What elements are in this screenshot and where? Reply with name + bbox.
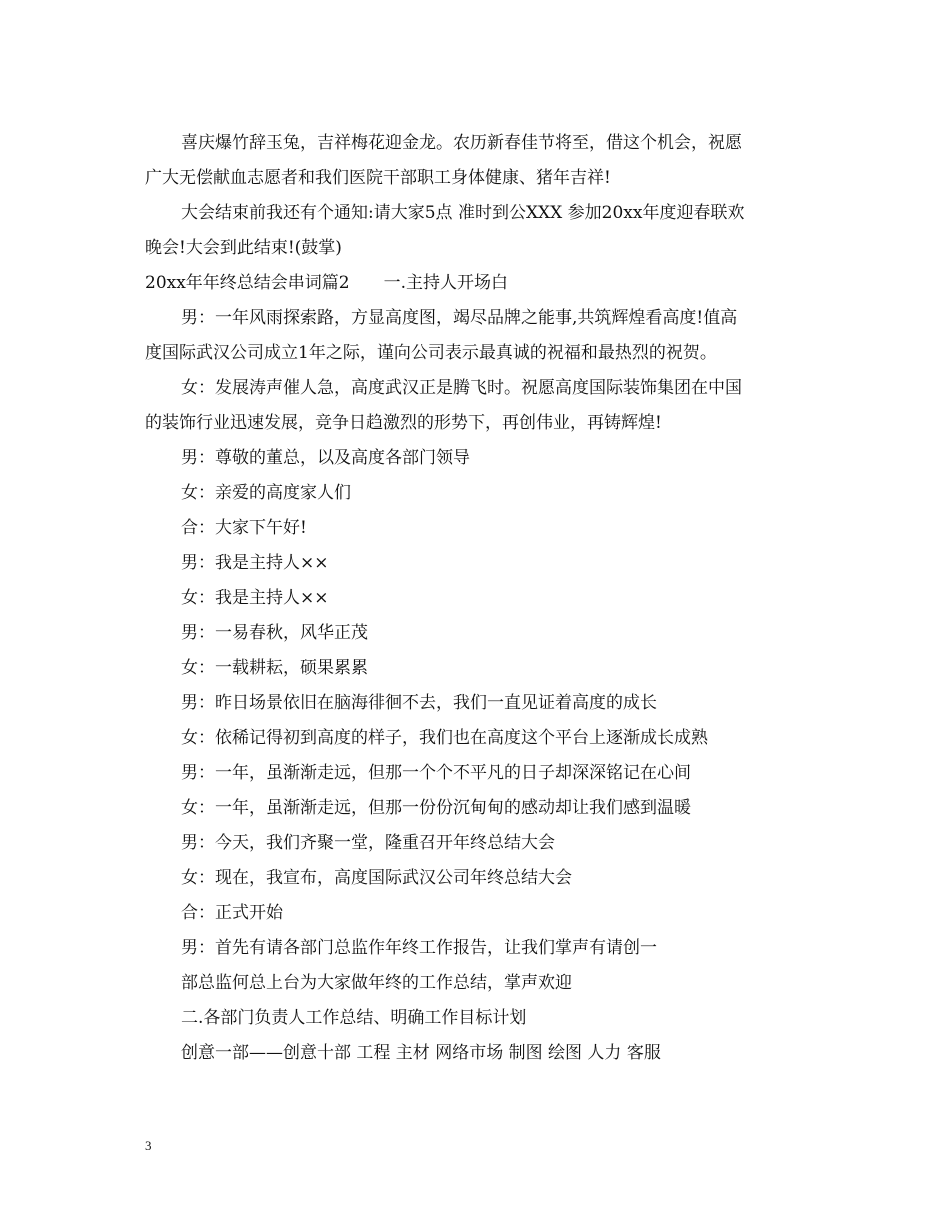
paragraph-line: 男：一年风雨探索路，方显高度图，竭尽品牌之能事,共筑辉煌看高度!值高 — [181, 308, 738, 328]
dialogue-line: 男：首先有请各部门总监作年终工作报告，让我们掌声有请创一 — [181, 938, 657, 958]
dialogue-line: 男：一年，虽渐渐走远，但那一个个不平凡的日子却深深铭记在心间 — [181, 763, 691, 783]
dialogue-line: 女：依稀记得初到高度的样子，我们也在高度这个平台上逐渐成长成熟 — [181, 728, 708, 748]
page-number: 3 — [145, 1138, 152, 1153]
section-title: 20xx年年终总结会串词篇2 — [145, 273, 350, 293]
paragraph-line: 度国际武汉公司成立1年之际，谨向公司表示最真诚的祝福和最热烈的祝贺。 — [145, 343, 717, 363]
dialogue-line: 男：尊敬的董总，以及高度各部门领导 — [181, 448, 470, 468]
paragraph-line: 的装饰行业迅速发展，竞争日趋激烈的形势下，再创伟业，再铸辉煌! — [145, 413, 662, 433]
dialogue-line: 女：现在，我宣布，高度国际武汉公司年终总结大会 — [181, 868, 572, 888]
dialogue-line: 男：今天，我们齐聚一堂，隆重召开年终总结大会 — [181, 833, 555, 853]
dialogue-line: 合：大家下午好! — [181, 518, 307, 538]
paragraph-line: 晚会!大会到此结束!(鼓掌) — [145, 238, 342, 258]
subsection-title: 一.主持人开场白 — [383, 273, 509, 293]
dialogue-line: 男：我是主持人×× — [181, 553, 329, 573]
dialogue-line: 合：正式开始 — [181, 903, 283, 923]
paragraph-line: 广大无偿献血志愿者和我们医院干部职工身体健康、猪年吉祥! — [145, 168, 611, 188]
dialogue-line: 男：昨日场景依旧在脑海徘徊不去，我们一直见证着高度的成长 — [181, 693, 657, 713]
dialogue-line: 部总监何总上台为大家做年终的工作总结，掌声欢迎 — [181, 973, 572, 993]
dialogue-line: 女：一载耕耘，硕果累累 — [181, 658, 368, 678]
paragraph-line: 喜庆爆竹辞玉兔，吉祥梅花迎金龙。农历新春佳节将至，借这个机会，祝愿 — [181, 133, 742, 153]
paragraph-line: 大会结束前我还有个通知:请大家5点 准时到公XXX 参加20xx年度迎春联欢 — [181, 203, 745, 223]
dialogue-line: 女：一年，虽渐渐走远，但那一份份沉甸甸的感动却让我们感到温暖 — [181, 798, 691, 818]
department-list-line: 创意一部——创意十部 工程 主材 网络市场 制图 绘图 人力 客服 — [181, 1043, 661, 1063]
paragraph-line: 女：发展涛声催人急，高度武汉正是腾飞时。祝愿高度国际装饰集团在中国 — [181, 378, 742, 398]
dialogue-line: 女：我是主持人×× — [181, 588, 329, 608]
section-heading-line — [145, 266, 810, 301]
dialogue-line: 女：亲爱的高度家人们 — [181, 483, 351, 503]
section-heading-line: 二.各部门负责人工作总结、明确工作目标计划 — [181, 1008, 527, 1028]
document-body — [145, 126, 810, 1071]
dialogue-line: 男：一易春秋，风华正茂 — [181, 623, 368, 643]
